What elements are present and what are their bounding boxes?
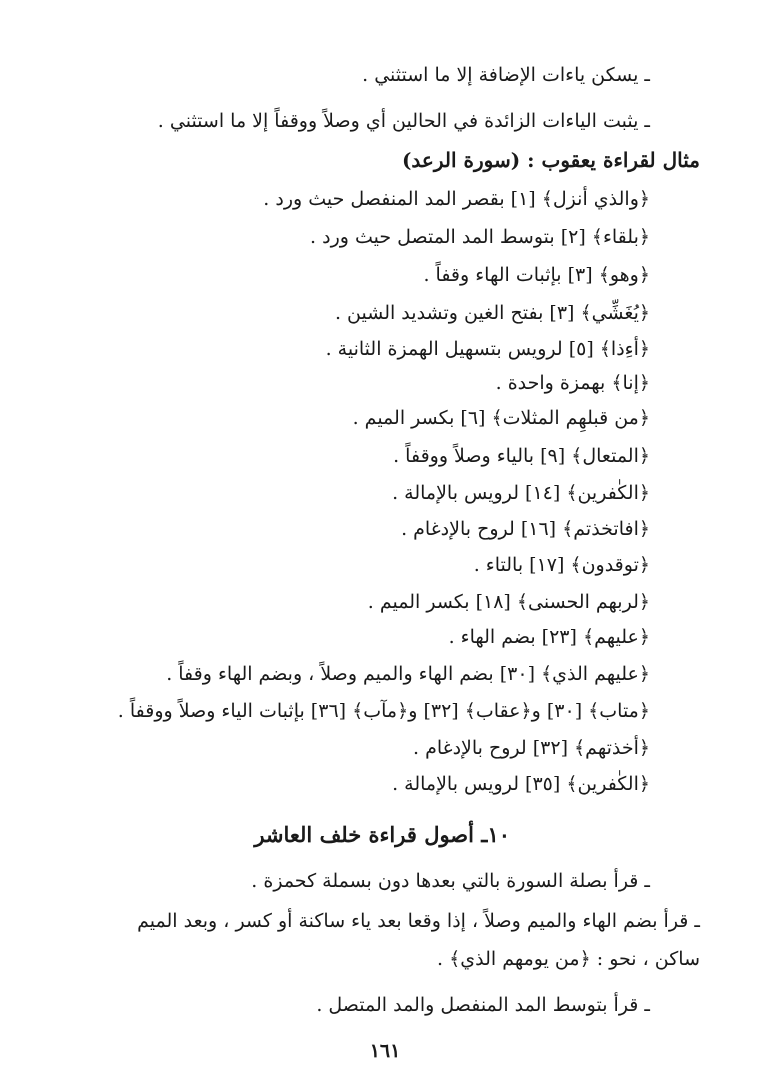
example-line: ﴿توقدون﴾ [١٧] بالتاء . [473,554,650,576]
example-line: ﴿لربهم الحسنى﴾ [١٨] بكسر الميم . [367,591,650,613]
example-line: ﴿وهو﴾ [٣] بإثبات الهاء وقفاً . [423,264,650,286]
section2-line: ـ قرأ بصلة السورة بالتي بعدها دون بسملة كحمزة . [251,870,650,892]
intro-line-1: ـ يسكن ياءات الإضافة إلا ما استثني . [362,64,650,86]
example-line: ﴿من قبلهِم المثلات﴾ [٦] بكسر الميم . [352,407,650,429]
example-line: ﴿متاب﴾ [٣٠] و﴿عقاب﴾ [٣٢] و﴿مآب﴾ [٣٦] بإثبات الياء وصلاً ووقفاً . [117,700,650,722]
section-heading: مثال لقراءة يعقوب : (سورة الرعد) [401,148,700,172]
section2-line: ـ قرأ بتوسط المد المنفصل والمد المتصل . [316,994,650,1016]
example-line: ﴿يُغَشِّي﴾ [٣] بفتح الغين وتشديد الشين . [334,302,650,324]
intro-line-2: ـ يثبت الياءات الزائدة في الحالين أي وصلاً ووقفاً إلا ما استثني . [157,110,650,132]
example-line: ﴿الكٰفرين﴾ [٣٥] لرويس بالإمالة . [392,773,650,795]
example-line: ﴿الكٰفرين﴾ [١٤] لرويس بالإمالة . [392,482,650,504]
page-number: ١٦١ [369,1040,401,1062]
example-line: ﴿والذي أنزل﴾ [١] بقصر المد المنفصل حيث ورد . [263,188,650,210]
section2-heading: ١٠ـ أصول قراءة خلف العاشر [254,822,510,847]
example-line: ﴿بلقاء﴾ [٢] بتوسط المد المتصل حيث ورد . [310,226,650,248]
example-line: ﴿أخذتهم﴾ [٣٢] لروح بالإدغام . [413,737,650,759]
example-line: ﴿أءِذا﴾ [٥] لرويس بتسهيل الهمزة الثانية . [325,338,650,360]
example-line: ﴿المتعال﴾ [٩] بالياء وصلاً ووقفاً . [393,445,650,467]
example-line: ﴿افاتخذتم﴾ [١٦] لروح بالإدغام . [401,518,650,540]
section2-line: ساكن ، نحو : ﴿من يومهم الذي﴾ . [437,948,700,970]
example-line: ﴿عليهم الذي﴾ [٣٠] بضم الهاء والميم وصلاً ، وبضم الهاء وقفاً . [166,663,650,685]
example-line: ﴿إنا﴾ بهمزة واحدة . [495,372,650,394]
section2-line: ـ قرأ بضم الهاء والميم وصلاً ، إذا وقعا بعد ياء ساكنة أو كسر ، وبعد الميم [137,910,700,932]
example-line: ﴿عليهم﴾ [٢٣] بضم الهاء . [448,626,650,648]
